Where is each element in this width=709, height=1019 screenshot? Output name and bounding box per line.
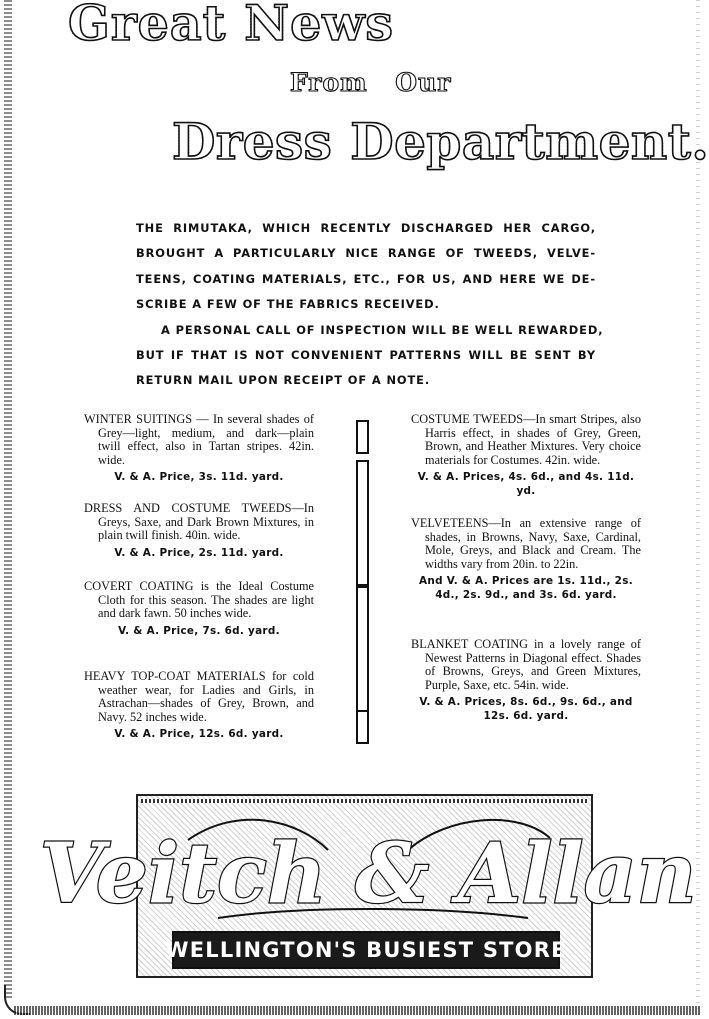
product-description: COVERT COATING is the Ideal Costume Cloth for this season. The shades are light and dark fawn. 50 inches wide. [84, 579, 314, 621]
intro-line: THE RIMUTAKA, WHICH RECENTLY DISCHARGED HER CARGO, [136, 221, 596, 235]
product-price: And V. & A. Prices are 1s. 11d., 2s. 4d., 2s. 9d., and 3s. 6d. yard. [419, 575, 633, 601]
product-blanket-coating [411, 638, 641, 724]
product-description: HEAVY TOP-COAT MATERIALS for cold weather wear, for Ladies and Girls, in Astrachan—shades of Grey, Brown, and Navy. 52 inches wide. [84, 669, 314, 724]
product-price: V. & A. Prices, 4s. 6d., and 4s. 11d. yd. [417, 471, 635, 497]
headline-from-our: From Our [290, 68, 452, 97]
intro-line: TEENS, COATING MATERIALS, ETC., FOR US, AND HERE WE DE- [136, 271, 596, 286]
product-price: V. & A. Price, 3s. 11d. yard. [114, 471, 284, 484]
divider-ornament [356, 586, 369, 714]
product-description: BLANKET COATING in a lovely range of Newest Patterns in Diagonal effect. Shades of Browns, Greys, and Green Mixtures, Purple, Saxe, etc. 54in. wide. [411, 637, 641, 692]
product-description: VELVETEENS—In an extensive range of shades, in Browns, Navy, Saxe, Cardinal, Mole, Greys, and Black and Cream. The widths vary from 20in. to 22in. [411, 516, 641, 571]
product-description: WINTER SUITINGS — In several shades of Grey—light, medium, and dark—plain twill effect, also in Tartan stripes. 42in. wide. [84, 412, 314, 467]
product-dress-costume-tweeds [84, 502, 314, 560]
product-description: DRESS AND COSTUME TWEEDS—In Greys, Saxe, and Dark Brown Mixtures, in plain twill finish. 40in. wide. [84, 501, 314, 543]
divider-ornament [356, 710, 369, 744]
product-description: COSTUME TWEEDS—In smart Stripes, also Harris effect, in shades of Grey, Green, Brown, and Heather Mixtures. Very choice materials for Costumes. 42in. wide. [411, 412, 641, 467]
product-price: V. & A. Prices, 8s. 6d., 9s. 6d., and 12s. 6d. yard. [419, 696, 633, 722]
store-logo [39, 794, 697, 978]
product-covert-coating [84, 580, 314, 638]
left-border-rule [4, 0, 12, 1000]
intro-paragraph [136, 216, 604, 394]
product-price: V. & A. Price, 7s. 6d. yard. [118, 624, 280, 637]
headline-dress-department: Dress Department. [172, 112, 709, 171]
logo-tagline-banner [165, 931, 567, 969]
logo-tagline: WELLINGTON'S BUSIEST STORE [165, 938, 567, 962]
intro-line: SCRIBE A FEW OF THE FABRICS RECEIVED. [136, 297, 440, 312]
product-velveteens [411, 517, 641, 603]
intro-line: A PERSONAL CALL OF INSPECTION WILL BE WELL REWARDED, [161, 322, 604, 337]
intro-line: BROUGHT A PARTICULARLY NICE RANGE OF TWEEDS, VELVE- [136, 246, 596, 261]
logo-script-text: Veitch & Allan [39, 826, 697, 922]
intro-line: RETURN MAIL UPON RECEIPT OF A NOTE. [136, 373, 431, 388]
headline-great-news: Great News [68, 0, 394, 52]
product-costume-tweeds [411, 413, 641, 499]
intro-line: BUT IF THAT IS NOT CONVENIENT PATTERNS WILL BE SENT BY [136, 348, 596, 363]
product-price: V. & A. Price, 12s. 6d. yard. [114, 728, 284, 741]
bottom-border-rule [14, 1006, 700, 1015]
logo-script-wordmark [39, 810, 697, 930]
product-heavy-top-coat [84, 670, 314, 742]
divider-ornament [356, 420, 369, 454]
divider-ornament [356, 460, 369, 586]
product-winter-suitings [84, 413, 314, 485]
product-price: V. & A. Price, 2s. 11d. yard. [114, 546, 284, 559]
